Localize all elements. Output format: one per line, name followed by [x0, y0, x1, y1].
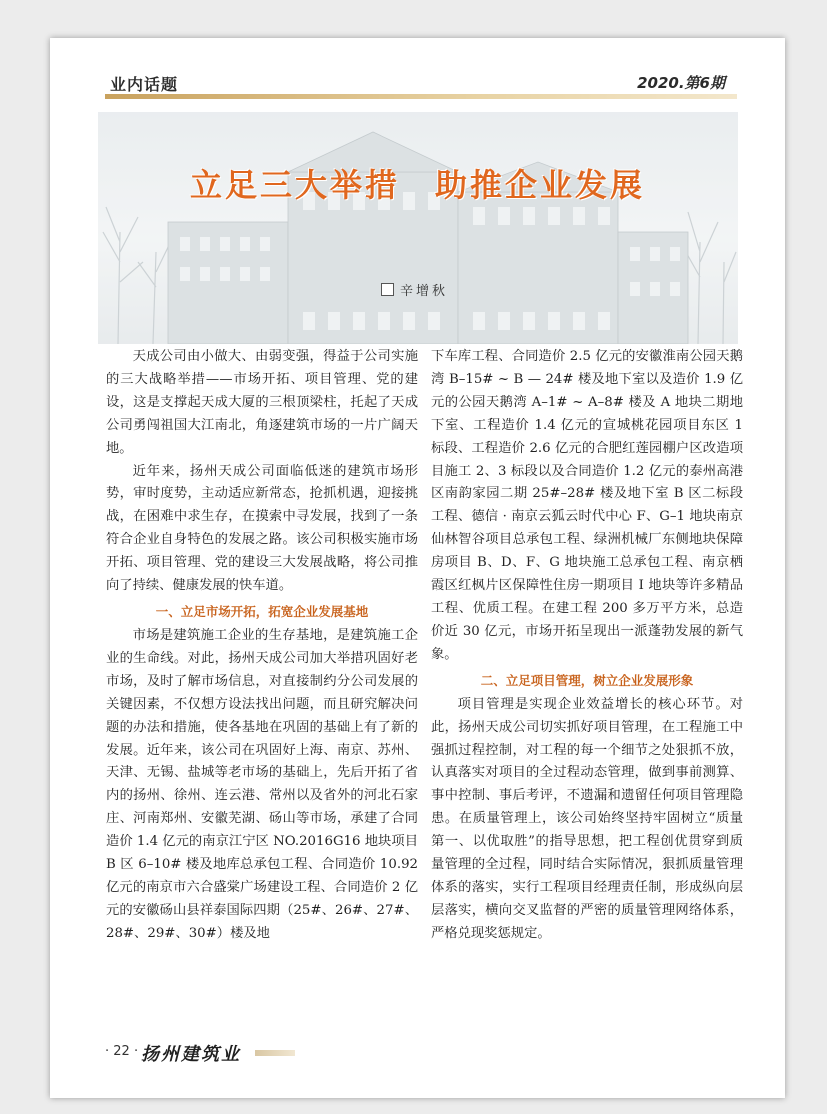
- page-number: · 22 ·: [105, 1044, 139, 1059]
- title-banner: [98, 112, 738, 344]
- author-line: [381, 280, 448, 299]
- page-footer: [105, 1040, 295, 1066]
- header-rule: [105, 94, 737, 99]
- paragraph: 下车库工程、合同造价 2.5 亿元的安徽淮南公园天鹅湾 B–15# ~ B — 24# 楼及地下室以及造价 1.9 亿元的公园天鹅湾 A–1# ~ A–8# 楼及 A 地块二期地下室、工程造价 1.4 亿元的宣城桃花园项目东区 1 标段、工程造价 2.6 亿元的合肥红莲园棚户区改造项目施工 2、3 标段以及合同造价 1.2 亿元的泰州高港区南韵家园二期 25#–28# 楼及地下室 B 区二标段工程、德信 · 南京云狐云时代中心 F、G–1 地块南京仙林智谷项目总承包工程、绿洲机械厂东侧地块保障房项目 B、D、F、G 地块施工总承包工程、南京栖霞区红枫片区保障性住房一期项目 I 地块等许多精品工程、优质工程。在建工程 200 多万平方米，总造价近 30 亿元，市场开拓呈现出一派蓬勃发展的新气象。: [431, 349, 743, 662]
- magazine-logo: 扬州建筑业: [141, 1044, 241, 1065]
- author-name: 辛增秋: [400, 284, 449, 299]
- section-heading: 一、立足市场开拓，拓宽企业发展基地: [155, 603, 369, 619]
- section-tag: 业内话题: [110, 75, 179, 94]
- left-column: [106, 346, 418, 946]
- magazine-page: [50, 38, 785, 1098]
- author-box-icon: [381, 283, 394, 296]
- paragraph: 天成公司由小做大、由弱变强，得益于公司实施的三大战略举措——市场开拓、项目管理、党的建设，这是支撑起天成大厦的三根顶梁柱，托起了天成公司勇闯祖国大江南北，角逐建筑市场的一片广阔天地。: [106, 349, 418, 456]
- page-header: [50, 38, 785, 98]
- paragraph: 项目管理是实现企业效益增长的核心环节。对此，扬州天成公司切实抓好项目管理，在工程施工中强抓过程控制，对工程的每一个细节之处狠抓不放，认真落实对项目的全过程动态管理，做到事前测算、事中控制、事后考评，不遗漏和遗留任何项目管理隐患。在质量管理上，该公司始终坚持牢固树立“质量第一、以优取胜”的指导思想，把工程创优贯穿到质量管理的全过程，同时结合实际情况，狠抓质量管理体系的落实，实行工程项目经理责任制，形成纵向层层落实，横向交叉监督的严密的质量管理网络体系，严格兑现奖惩规定。: [431, 696, 743, 941]
- issue-number: 2020.第6期: [637, 74, 725, 92]
- building-illustration: [98, 112, 738, 344]
- section-heading: 二、立足项目管理，树立企业发展形象: [480, 672, 694, 688]
- article-title: 立足三大举措 助推企业发展: [189, 166, 645, 204]
- footer-rule: [255, 1050, 295, 1056]
- paragraph: 近年来，扬州天成公司面临低迷的建筑市场形势，审时度势，主动适应新常态，抢抓机遇，迎接挑战，在困难中求生存，在摸索中寻发展，找到了一条符合企业自身特色的发展之路。该公司积极实施市场开拓、项目管理、党的建设三大发展战略，将公司推向了持续、健康发展的快车道。: [106, 463, 418, 594]
- right-column: [431, 346, 743, 946]
- paragraph: 市场是建筑施工企业的生存基地，是建筑施工企业的生命线。对此，扬州天成公司加大举措巩固好老市场，及时了解市场信息，对直接制约分公司发展的关键因素，不仅想方设法找出问题，而且研究解决问题的办法和措施，使各基地在巩固的基础上有了新的发展。近年来，该公司在巩固好上海、南京、苏州、天津、无锡、盐城等老市场的基础上，先后开拓了省内的扬州、徐州、连云港、常州以及省外的河北石家庄、河南郑州、安徽芜湖、砀山等市场，承建了合同造价 1.4 亿元的南京江宁区 NO.2016G16 地块项目 B 区 6–10# 楼及地库总承包工程、合同造价 10.92 亿元的南京市六合盛棠广场建设工程、合同造价 2 亿元的安徽砀山县祥泰国际四期（25#、26#、27#、28#、29#、30#）楼及地: [106, 627, 418, 941]
